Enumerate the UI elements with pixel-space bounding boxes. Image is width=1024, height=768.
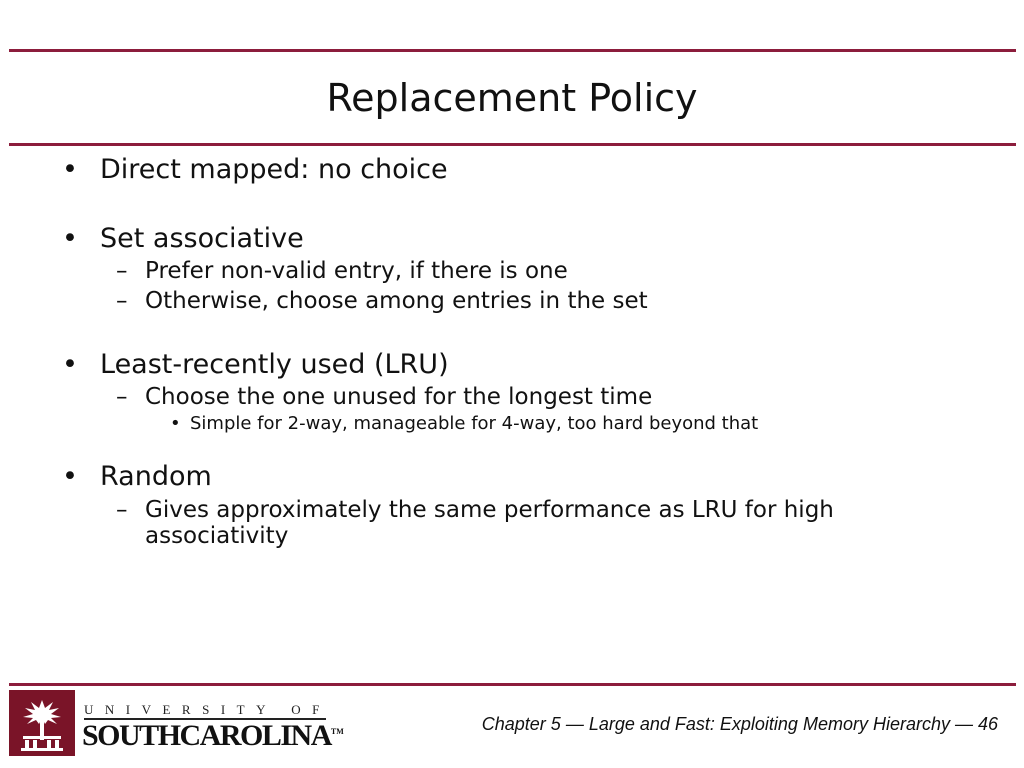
sub-bullet-text: Otherwise, choose among entries in the set xyxy=(145,288,648,314)
dash-marker: – xyxy=(116,288,128,314)
bullet-text: Least-recently used (LRU) xyxy=(100,349,449,380)
bullet-text: Set associative xyxy=(100,223,304,254)
sub-bullet-text: Gives approximately the same performance as LRU for high associativity xyxy=(145,497,834,549)
sub-sub-bullet-text: Simple for 2-way, manageable for 4-way, too hard beyond that xyxy=(190,413,759,434)
trademark-mark: TM xyxy=(330,727,344,736)
dash-marker: – xyxy=(116,497,128,523)
south-carolina-text: SOUTHCAROLINA xyxy=(82,719,331,752)
dash-marker: – xyxy=(116,258,128,284)
bullet-text: Random xyxy=(100,461,212,492)
bullet-marker: • xyxy=(170,413,181,434)
footer-rule xyxy=(9,683,1016,686)
sub-bullet-text: Prefer non-valid entry, if there is one xyxy=(145,258,568,284)
bullet-marker: • xyxy=(62,154,78,185)
slide-title: Replacement Policy xyxy=(326,76,698,120)
university-of-wordmark: UNIVERSITY OF xyxy=(84,702,331,717)
sub-bullet-text: Choose the one unused for the longest time xyxy=(145,384,653,410)
bullet-text: Direct mapped: no choice xyxy=(100,154,448,185)
bullet-marker: • xyxy=(62,349,78,380)
bullet-marker: • xyxy=(62,461,78,492)
bullet-marker: • xyxy=(62,223,78,254)
palmetto-tree-icon xyxy=(9,690,75,756)
slide-footer: Chapter 5 — Large and Fast: Exploiting Memory Hierarchy — 46 xyxy=(481,714,998,734)
dash-marker: – xyxy=(116,384,128,410)
